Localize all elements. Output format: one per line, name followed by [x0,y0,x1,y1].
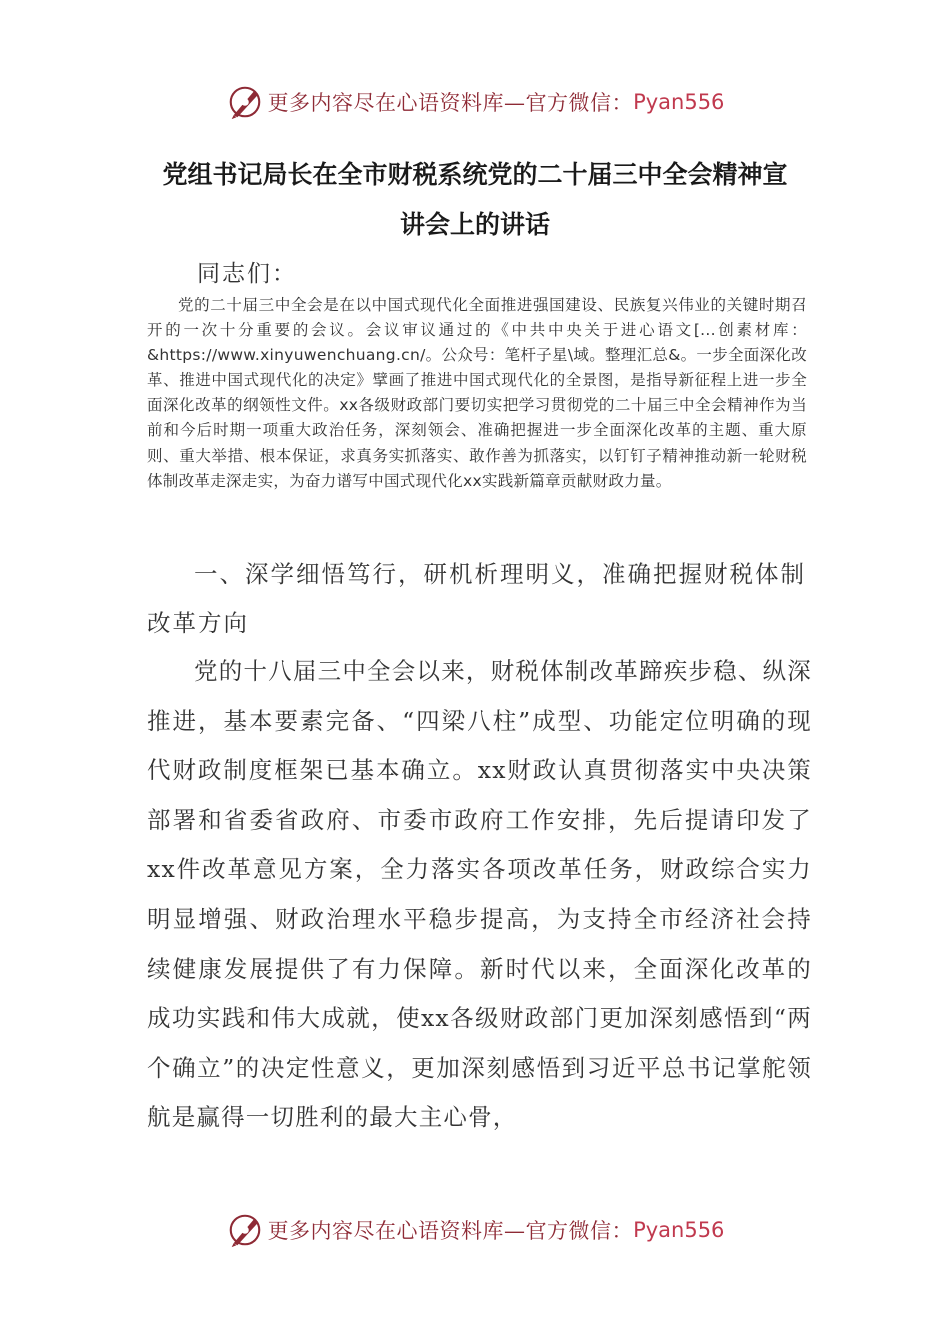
header-watermark [0,82,950,122]
body-paragraph: 党的十八届三中全会以来，财税体制改革蹄疾步稳、纵深推进，基本要素完备、“四梁八柱”成型、功能定位明确的现代财政制度框架已基本确立。xx财政认真贯彻落实中央决策部署和省委省政府、市委市政府工作安排，先后提请印发了xx件改革意见方案，全力落实各项改革任务，财政综合实力明显增强、财政治理水平稳步提高，为支持全市经济社会持续健康发展提供了有力保障。新时代以来，全面深化改革的成功实践和伟大成就，使xx各级财政部门更加深刻感悟到“两个确立”的决定性意义，更加深刻感悟到习近平总书记掌舵领航是赢得一切胜利的最大主心骨， [147,657,812,1132]
document-title-line-1: 党组书记局长在全市财税系统党的二十届三中全会精神宣 [162,160,788,189]
intro-paragraph: 党的二十届三中全会是在以中国式现代化全面推进强国建设、民族复兴伟业的关键时期召开的一次十分重要的会议。会议审议通过的《中共中央关于进心语文[...创素材库：&https://www.xinyuwenchuang.cn/。公众号：笔杆子星\域。整理汇总&。一步全面深化改革、推进中国式现代化的决定》擘画了推进中国式现代化的全景图，是指导新征程上进一步全面深化改革的纲领性文件。xx各级财政部门要切实把学习贯彻党的二十届三中全会精神作为当前和今后时期一项重大政治任务，深刻领会、准确把握进一步全面深化改革的主题、重大原则、重大举措、根本保证，求真务实抓落实、敢作善为抓落实，以钉钉子精神推动新一轮财税体制改革走深走实，为奋力谱写中国式现代化xx实践新篇章贡献财政力量。 [147,296,807,490]
watermark-text: 更多内容尽在心语资料库— [267,1219,526,1243]
footer-watermark [0,1210,950,1250]
pen-logo-icon [226,83,264,121]
section-heading: 一、深学细悟笃行，研机析理明义，准确把握财税体制改革方向 [147,560,806,637]
greeting: 同志们： [197,261,297,287]
watermark-wechat-id: Pyan556 [633,1218,725,1242]
watermark-wechat-label: 官方微信： [525,91,634,115]
document-title-line-2: 讲会上的讲话 [399,210,550,239]
watermark-wechat-label: 官方微信： [525,1219,634,1243]
pen-logo-icon [226,1211,264,1249]
watermark-text: 更多内容尽在心语资料库— [267,91,526,115]
watermark-wechat-id: Pyan556 [633,90,725,114]
